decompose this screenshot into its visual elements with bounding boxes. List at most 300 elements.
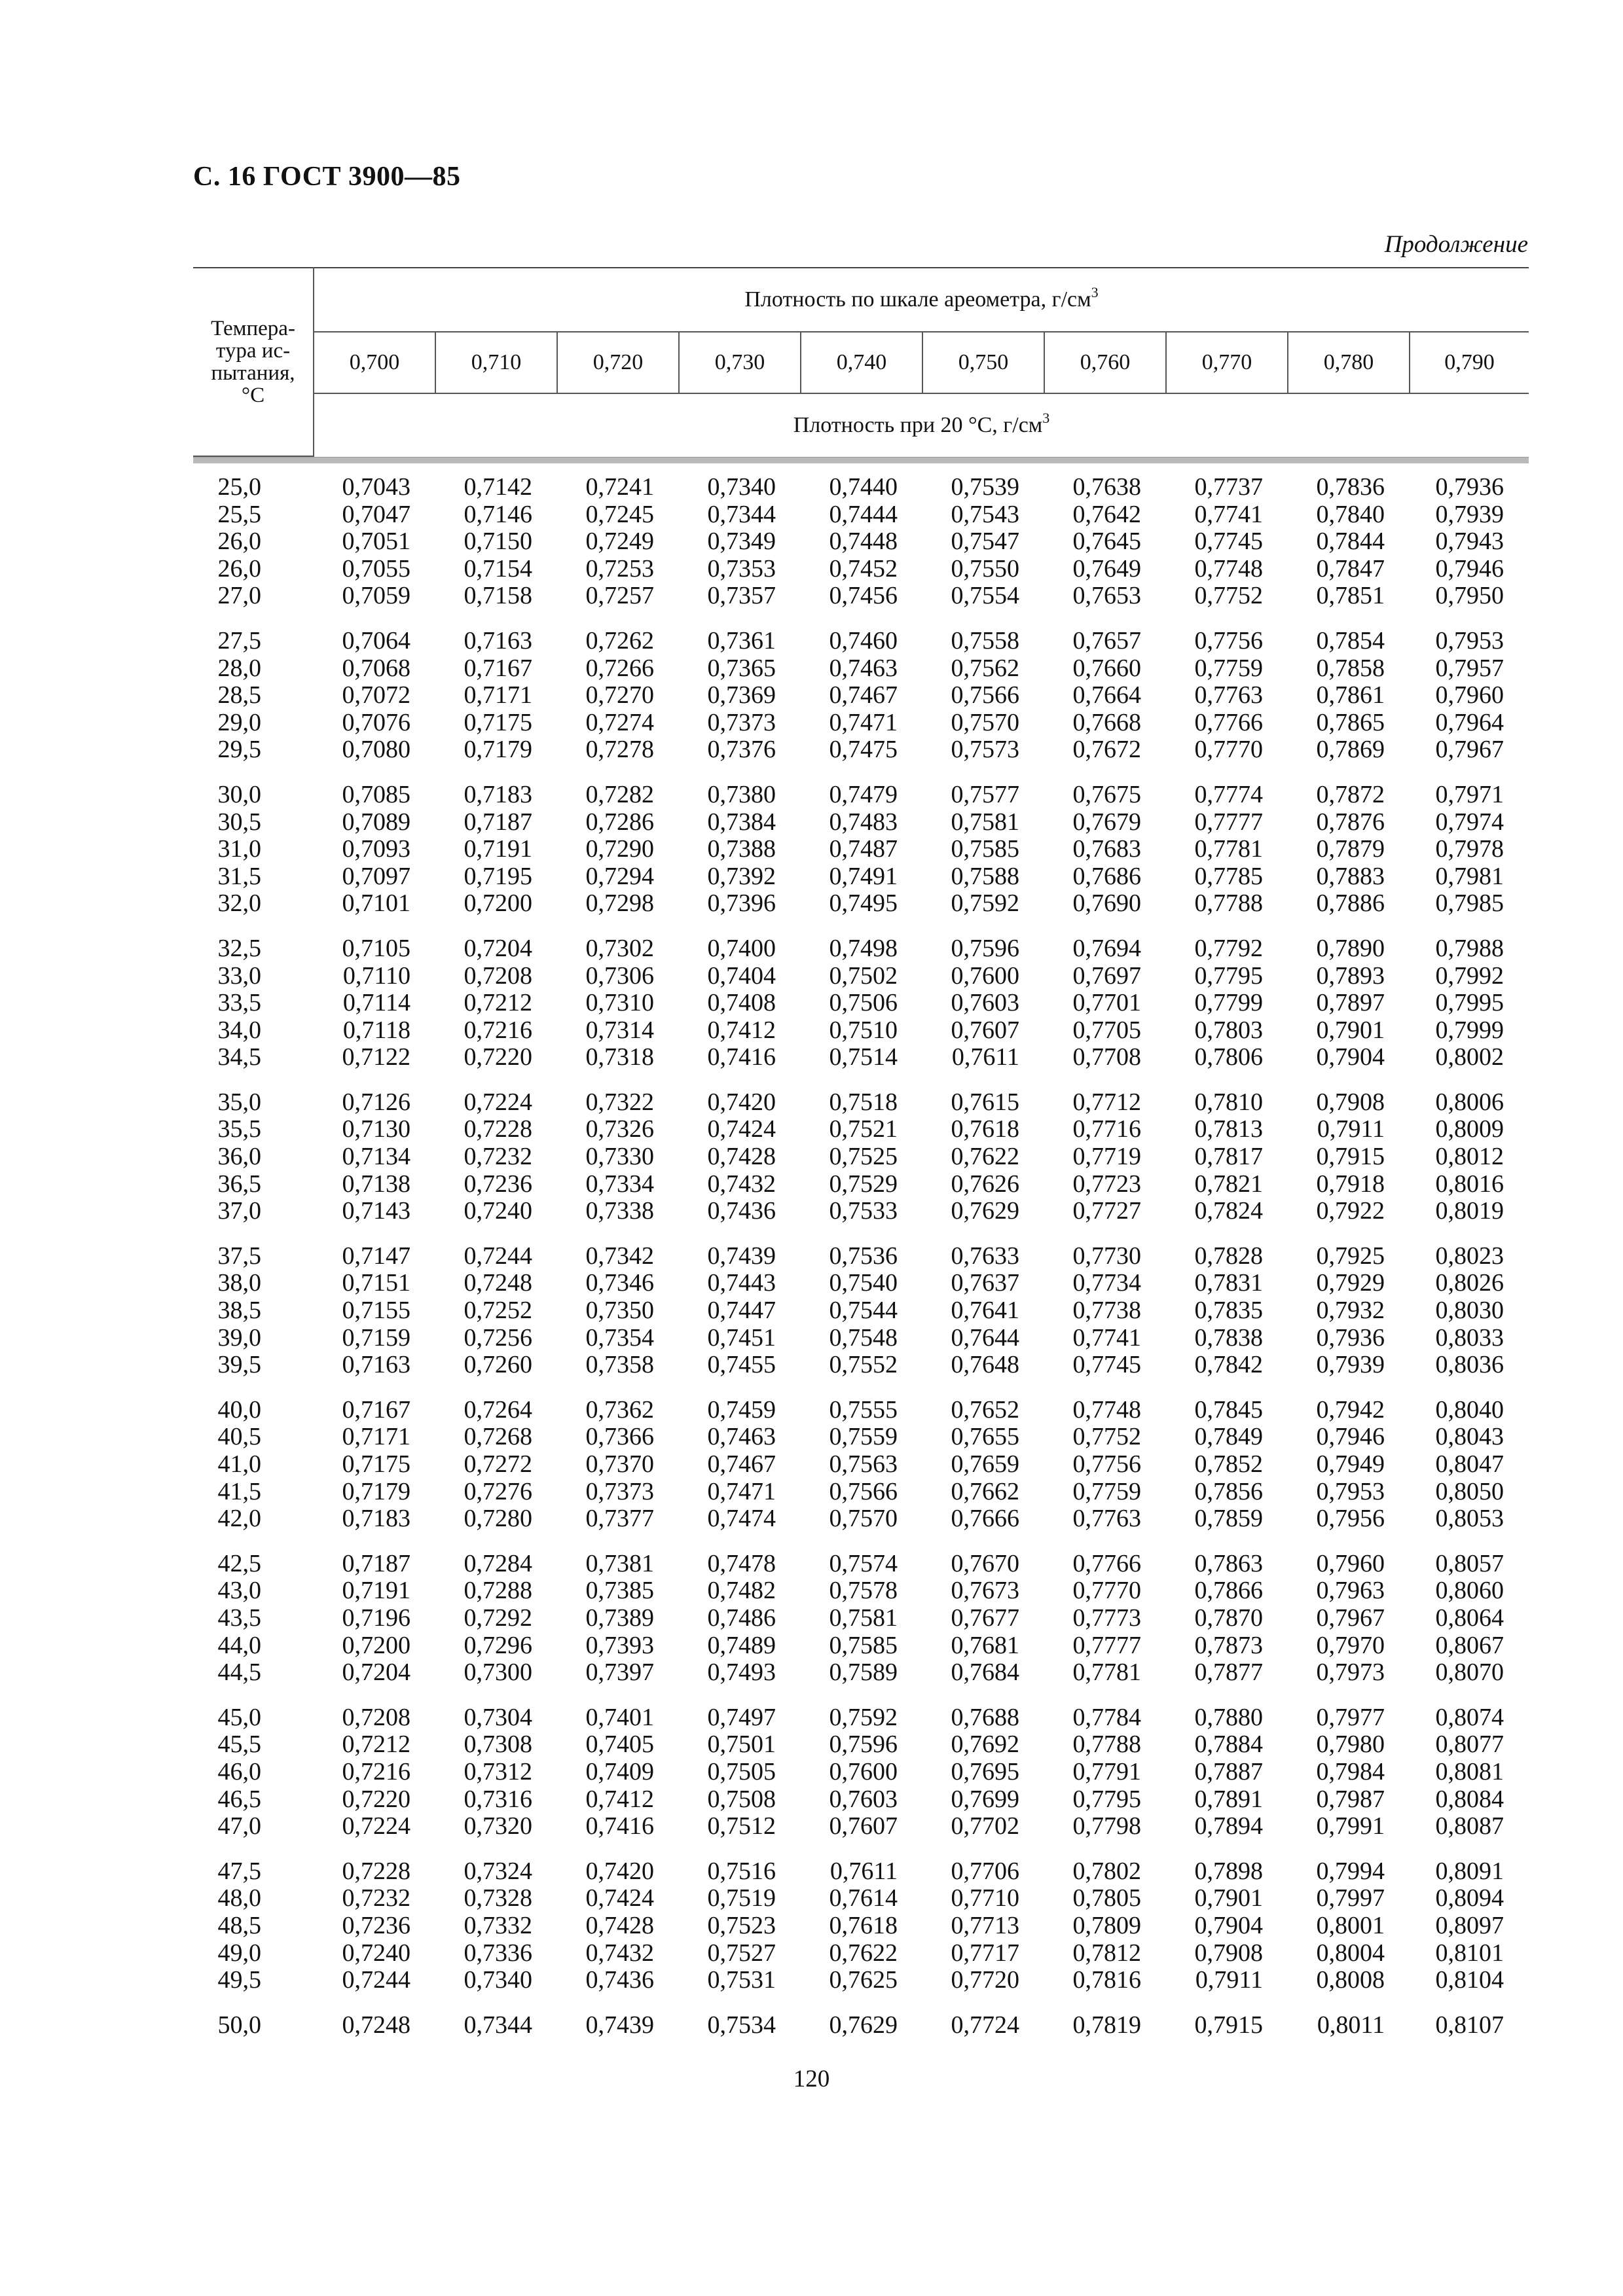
density-cell: 0,7967 [1435, 736, 1504, 764]
density-cell: 0,7544 [829, 1297, 898, 1325]
density-cell: 0,7673 [951, 1577, 1019, 1605]
group-spacer-cell [193, 1533, 1529, 1551]
temperature-cell: 40,0 [217, 1395, 261, 1424]
table-row [193, 1885, 1529, 1912]
density-cell: 0,7866 [1194, 1577, 1263, 1605]
density-cell: 0,7284 [464, 1549, 532, 1577]
density-cell: 0,7655 [951, 1423, 1019, 1451]
density-cell: 0,7376 [707, 736, 776, 764]
temperature-cell: 33,0 [217, 961, 261, 990]
density-cell: 0,7344 [707, 500, 776, 528]
density-cell: 0,7495 [829, 889, 898, 918]
density-cell: 0,7519 [707, 1884, 776, 1912]
density-cell: 0,8077 [1435, 1731, 1504, 1759]
density-cell: 0,7436 [707, 1197, 776, 1225]
density-cell: 0,7146 [464, 500, 532, 528]
density-cell: 0,7257 [585, 582, 654, 610]
density-cell: 0,7603 [829, 1785, 898, 1813]
density-cell: 0,7200 [464, 889, 532, 918]
table-row [193, 1940, 1529, 1967]
density-cell: 0,7644 [951, 1323, 1019, 1352]
temperature-cell: 37,5 [217, 1242, 261, 1270]
density-cell: 0,7963 [1316, 1577, 1385, 1605]
density-cell: 0,7849 [1194, 1423, 1263, 1451]
density-cell: 0,7318 [585, 1043, 654, 1071]
table-row [193, 1116, 1529, 1143]
density-cell: 0,7781 [1194, 835, 1263, 863]
table-row [193, 474, 1529, 501]
temperature-cell: 30,5 [217, 808, 261, 836]
density-cell: 0,7300 [464, 1659, 532, 1687]
density-cell: 0,7554 [951, 582, 1019, 610]
density-cell: 0,8012 [1435, 1143, 1504, 1171]
group-spacer [193, 1840, 1529, 1858]
temperature-cell: 27,0 [217, 582, 261, 610]
density-cell: 0,7901 [1194, 1884, 1263, 1912]
density-cell: 0,7436 [585, 1966, 654, 1994]
table-row [193, 963, 1529, 990]
density-cell: 0,7992 [1435, 961, 1504, 990]
density-cell: 0,7179 [464, 736, 532, 764]
density-cell: 0,7416 [707, 1043, 776, 1071]
density-cell: 0,7629 [829, 2011, 898, 2039]
density-cell: 0,7810 [1194, 1088, 1263, 1116]
density-cell: 0,7615 [951, 1088, 1019, 1116]
density-cell: 0,7717 [951, 1939, 1019, 1967]
temperature-cell: 50,0 [217, 2011, 261, 2039]
density-cell: 0,7708 [1072, 1043, 1141, 1071]
density-cell: 0,7093 [342, 835, 410, 863]
density-cell: 0,7637 [951, 1269, 1019, 1297]
density-cell: 0,7657 [1072, 626, 1141, 655]
density-20-header-text: Плотность при 20 °С, г/см [793, 412, 1043, 437]
density-cell: 0,7844 [1316, 528, 1385, 556]
density-cell: 0,7491 [829, 862, 898, 890]
density-cell: 0,7973 [1316, 1659, 1385, 1687]
density-cell: 0,7734 [1072, 1269, 1141, 1297]
density-cell: 0,8026 [1435, 1269, 1504, 1297]
temperature-cell: 35,5 [217, 1115, 261, 1143]
density-cell: 0,7812 [1072, 1939, 1141, 1967]
density-cell: 0,7611 [951, 1043, 1019, 1071]
density-cell: 0,7730 [1072, 1242, 1141, 1270]
density-cell: 0,7118 [342, 1016, 410, 1044]
density-cell: 0,8104 [1435, 1966, 1504, 1994]
group-spacer [193, 610, 1529, 628]
density-cell: 0,7897 [1316, 989, 1385, 1017]
density-cell: 0,7806 [1194, 1043, 1263, 1071]
density-cell: 0,7884 [1194, 1731, 1263, 1759]
density-cell: 0,7719 [1072, 1143, 1141, 1171]
density-cell: 0,7354 [585, 1323, 654, 1352]
table-row [193, 2012, 1529, 2039]
density-cell: 0,7865 [1316, 708, 1385, 736]
group-spacer-cell [193, 1071, 1529, 1089]
density-cell: 0,7781 [1072, 1659, 1141, 1687]
density-cell: 0,7642 [1072, 500, 1141, 528]
density-cell: 0,7936 [1316, 1323, 1385, 1352]
table-row [193, 1813, 1529, 1840]
density-cell: 0,7262 [585, 626, 654, 655]
table-row [193, 1967, 1529, 1994]
density-cell: 0,7785 [1194, 862, 1263, 890]
density-cell: 0,7752 [1194, 582, 1263, 610]
density-cell: 0,7278 [585, 736, 654, 764]
density-cell: 0,7388 [707, 835, 776, 863]
table-row [193, 1198, 1529, 1225]
density-cell: 0,7175 [342, 1450, 410, 1478]
density-cell: 0,7788 [1072, 1731, 1141, 1759]
density-cell: 0,7675 [1072, 780, 1141, 808]
density-cell: 0,7581 [829, 1604, 898, 1632]
density-cell: 0,7879 [1316, 835, 1385, 863]
density-cell: 0,7369 [707, 681, 776, 709]
density-cell: 0,7175 [464, 708, 532, 736]
density-cell: 0,7622 [829, 1939, 898, 1967]
density-cell: 0,7766 [1072, 1549, 1141, 1577]
density-cell: 0,7625 [829, 1966, 898, 1994]
density-cell: 0,7699 [951, 1785, 1019, 1813]
page-header: С. 16 ГОСТ 3900—85 [193, 162, 461, 192]
density-cell: 0,7893 [1316, 961, 1385, 990]
density-cell: 0,7870 [1194, 1604, 1263, 1632]
temperature-cell: 47,0 [217, 1812, 261, 1840]
density-cell: 0,7342 [585, 1242, 654, 1270]
group-spacer-cell [193, 1994, 1529, 2012]
density-cell: 0,7977 [1316, 1703, 1385, 1731]
table-row [193, 1759, 1529, 1786]
density-cell: 0,7506 [829, 989, 898, 1017]
density-cell: 0,7200 [342, 1631, 410, 1659]
density-cell: 0,7666 [951, 1505, 1019, 1533]
temperature-cell: 46,0 [217, 1757, 261, 1785]
density-cell: 0,7918 [1316, 1170, 1385, 1198]
density-cell: 0,8094 [1435, 1884, 1504, 1912]
table-row [193, 1479, 1529, 1506]
density-cell: 0,7240 [464, 1197, 532, 1225]
density-cell: 0,7266 [585, 654, 654, 682]
density-cell: 0,7216 [464, 1016, 532, 1044]
density-cell: 0,7474 [707, 1505, 776, 1533]
temperature-cell: 45,0 [217, 1703, 261, 1731]
scale-column-header: 0,730 [679, 332, 801, 393]
density-cell: 0,7784 [1072, 1703, 1141, 1731]
density-cell: 0,7439 [585, 2011, 654, 2039]
density-cell: 0,8019 [1435, 1197, 1504, 1225]
density-cell: 0,7713 [951, 1911, 1019, 1939]
density-cell: 0,7110 [342, 961, 410, 990]
density-cell: 0,7314 [585, 1016, 654, 1044]
density-cell: 0,7525 [829, 1143, 898, 1171]
density-cell: 0,7886 [1316, 889, 1385, 918]
density-cell: 0,7939 [1316, 1351, 1385, 1379]
density-cell: 0,7745 [1194, 528, 1263, 556]
density-cell: 0,7208 [464, 961, 532, 990]
density-cell: 0,7607 [829, 1812, 898, 1840]
density-cell: 0,7527 [707, 1939, 776, 1967]
density-cell: 0,7322 [585, 1088, 654, 1116]
density-cell: 0,7883 [1316, 862, 1385, 890]
density-cell: 0,7370 [585, 1450, 654, 1478]
density-cell: 0,7241 [585, 473, 654, 501]
density-cell: 0,7964 [1435, 708, 1504, 736]
density-cell: 0,7338 [585, 1197, 654, 1225]
density-cell: 0,7059 [342, 582, 410, 610]
density-cell: 0,7489 [707, 1631, 776, 1659]
density-cell: 0,7873 [1194, 1631, 1263, 1659]
density-cell: 0,7908 [1316, 1088, 1385, 1116]
density-cell: 0,7994 [1316, 1857, 1385, 1885]
density-cell: 0,7592 [829, 1703, 898, 1731]
table-row [193, 1731, 1529, 1759]
density-cell: 0,7232 [464, 1143, 532, 1171]
density-cell: 0,7684 [951, 1659, 1019, 1687]
temperature-cell: 39,0 [217, 1323, 261, 1352]
density-cell: 0,7677 [951, 1604, 1019, 1632]
density-cell: 0,7479 [829, 780, 898, 808]
table-row [193, 890, 1529, 918]
density-cell: 0,7138 [342, 1170, 410, 1198]
density-cell: 0,7573 [951, 736, 1019, 764]
temperature-cell: 40,5 [217, 1423, 261, 1451]
density-cell: 0,7344 [464, 2011, 532, 2039]
density-cell: 0,7440 [829, 473, 898, 501]
density-cell: 0,7252 [464, 1297, 532, 1325]
density-cell: 0,7097 [342, 862, 410, 890]
table-row [193, 1786, 1529, 1814]
density-cell: 0,7686 [1072, 862, 1141, 890]
density-cell: 0,7159 [342, 1323, 410, 1352]
table-row [193, 528, 1529, 556]
scale-density-header-text: Плотность по шкале ареометра, г/см [744, 287, 1091, 312]
temperature-cell: 43,0 [217, 1577, 261, 1605]
density-cell: 0,7208 [342, 1703, 410, 1731]
density-cell: 0,7171 [342, 1423, 410, 1451]
table-row [193, 1044, 1529, 1071]
density-cell: 0,8008 [1316, 1966, 1385, 1994]
density-cell: 0,7531 [707, 1966, 776, 1994]
density-cell: 0,7695 [951, 1757, 1019, 1785]
density-cell: 0,8084 [1435, 1785, 1504, 1813]
temperature-cell: 26,0 [217, 554, 261, 583]
density-cell: 0,7424 [707, 1115, 776, 1143]
density-cell: 0,7705 [1072, 1016, 1141, 1044]
header-rule [193, 457, 1529, 463]
density-cell: 0,7373 [707, 708, 776, 736]
density-cell: 0,8001 [1316, 1911, 1385, 1939]
density-cell: 0,7847 [1316, 554, 1385, 583]
density-cell: 0,7306 [585, 961, 654, 990]
density-cell: 0,7272 [464, 1450, 532, 1478]
density-cell: 0,7143 [342, 1197, 410, 1225]
density-cell: 0,7358 [585, 1351, 654, 1379]
density-cell: 0,7187 [342, 1549, 410, 1577]
density-cell: 0,7256 [464, 1323, 532, 1352]
density-cell: 0,7607 [951, 1016, 1019, 1044]
density-cell: 0,7805 [1072, 1884, 1141, 1912]
density-cell: 0,7690 [1072, 889, 1141, 918]
density-cell: 0,7187 [464, 808, 532, 836]
density-cell: 0,7302 [585, 934, 654, 962]
group-spacer [193, 1379, 1529, 1397]
density-cell: 0,7981 [1435, 862, 1504, 890]
density-20-header-sup: 3 [1042, 409, 1050, 426]
table-row [193, 1912, 1529, 1940]
density-cell: 0,7957 [1435, 654, 1504, 682]
density-cell: 0,7122 [342, 1043, 410, 1071]
density-cell: 0,7282 [585, 780, 654, 808]
temperature-cell: 45,5 [217, 1731, 261, 1759]
density-cell: 0,7264 [464, 1395, 532, 1424]
density-cell: 0,7204 [464, 934, 532, 962]
density-cell: 0,7236 [342, 1911, 410, 1939]
density-cell: 0,7328 [464, 1884, 532, 1912]
density-cell: 0,7939 [1435, 500, 1504, 528]
density-cell: 0,7432 [585, 1939, 654, 1967]
density-cell: 0,7988 [1435, 934, 1504, 962]
density-cell: 0,8067 [1435, 1631, 1504, 1659]
density-cell: 0,7679 [1072, 808, 1141, 836]
density-cell: 0,7249 [585, 528, 654, 556]
density-cell: 0,7559 [829, 1423, 898, 1451]
temperature-cell: 27,5 [217, 626, 261, 655]
density-cell: 0,7904 [1194, 1911, 1263, 1939]
density-cell: 0,8081 [1435, 1757, 1504, 1785]
density-cell: 0,7191 [464, 835, 532, 863]
density-cell: 0,7514 [829, 1043, 898, 1071]
density-cell: 0,7880 [1194, 1703, 1263, 1731]
temperature-header [193, 268, 314, 456]
density-cell: 0,8101 [1435, 1939, 1504, 1967]
density-cell: 0,8057 [1435, 1549, 1504, 1577]
table-row [193, 1297, 1529, 1325]
density-cell: 0,7908 [1194, 1939, 1263, 1967]
density-cell: 0,7412 [707, 1016, 776, 1044]
density-cell: 0,7821 [1194, 1170, 1263, 1198]
density-cell: 0,7858 [1316, 654, 1385, 682]
table-row [193, 809, 1529, 836]
density-cell: 0,7055 [342, 554, 410, 583]
density-cell: 0,7552 [829, 1351, 898, 1379]
group-spacer-cell [193, 610, 1529, 628]
density-cell: 0,7529 [829, 1170, 898, 1198]
temperature-cell: 48,0 [217, 1884, 261, 1912]
temperature-cell: 36,5 [217, 1170, 261, 1198]
density-cell: 0,7622 [951, 1143, 1019, 1171]
density-cell: 0,7835 [1194, 1297, 1263, 1325]
density-cell: 0,7856 [1194, 1477, 1263, 1505]
scale-column-header: 0,710 [435, 332, 557, 393]
temperature-cell: 43,5 [217, 1604, 261, 1632]
density-cell: 0,7791 [1072, 1757, 1141, 1785]
group-spacer [193, 1994, 1529, 2012]
density-cell: 0,7596 [829, 1731, 898, 1759]
density-cell: 0,7420 [707, 1088, 776, 1116]
density-cell: 0,7817 [1194, 1143, 1263, 1171]
temperature-cell: 38,0 [217, 1269, 261, 1297]
density-cell: 0,7147 [342, 1242, 410, 1270]
table-row [193, 1577, 1529, 1605]
group-spacer-cell [193, 1687, 1529, 1704]
density-cell: 0,7134 [342, 1143, 410, 1171]
density-cell: 0,7845 [1194, 1395, 1263, 1424]
density-cell: 0,7653 [1072, 582, 1141, 610]
scale-values-row [193, 332, 1529, 393]
density-cell: 0,7183 [464, 780, 532, 808]
density-cell: 0,7171 [464, 681, 532, 709]
density-cell: 0,7340 [707, 473, 776, 501]
density-cell: 0,7346 [585, 1269, 654, 1297]
table-row [193, 1171, 1529, 1198]
density-cell: 0,7911 [1317, 1115, 1385, 1143]
density-cell: 0,7401 [585, 1703, 654, 1731]
density-cell: 0,7043 [342, 473, 410, 501]
density-cell: 0,7380 [707, 780, 776, 808]
density-cell: 0,8070 [1435, 1659, 1504, 1687]
table-body [193, 474, 1529, 2039]
density-cell: 0,7428 [585, 1911, 654, 1939]
group-spacer [193, 1071, 1529, 1089]
density-cell: 0,7652 [951, 1395, 1019, 1424]
density-cell: 0,7244 [342, 1966, 410, 1994]
density-cell: 0,7260 [464, 1351, 532, 1379]
density-cell: 0,7854 [1316, 626, 1385, 655]
table-row [193, 836, 1529, 863]
density-cell: 0,7859 [1194, 1505, 1263, 1533]
density-cell: 0,7596 [951, 934, 1019, 962]
density-cell: 0,7614 [829, 1884, 898, 1912]
density-cell: 0,7863 [1194, 1549, 1263, 1577]
density-cell: 0,7316 [464, 1785, 532, 1813]
density-cell: 0,7987 [1316, 1785, 1385, 1813]
table-row [193, 1858, 1529, 1886]
density-cell: 0,7629 [951, 1197, 1019, 1225]
temperature-cell: 48,5 [217, 1911, 261, 1939]
density-cell: 0,7204 [342, 1659, 410, 1687]
density-cell: 0,7915 [1194, 2011, 1263, 2039]
density-cell: 0,7393 [585, 1631, 654, 1659]
density-cell: 0,7212 [464, 989, 532, 1017]
density-cell: 0,7633 [951, 1242, 1019, 1270]
table-row [193, 1270, 1529, 1297]
density-cell: 0,8033 [1435, 1323, 1504, 1352]
density-cell: 0,7819 [1072, 2011, 1141, 2039]
group-spacer-cell [193, 1225, 1529, 1243]
density-cell: 0,7712 [1072, 1088, 1141, 1116]
density-cell: 0,7603 [951, 989, 1019, 1017]
density-cell: 0,7336 [464, 1939, 532, 1967]
density-cell: 0,7929 [1316, 1269, 1385, 1297]
density-cell: 0,7763 [1194, 681, 1263, 709]
density-cell: 0,7460 [829, 626, 898, 655]
density-cell: 0,7365 [707, 654, 776, 682]
density-cell: 0,8036 [1435, 1351, 1504, 1379]
density-cell: 0,7869 [1316, 736, 1385, 764]
temp-header-line: Темпера- [211, 317, 295, 340]
temperature-cell: 36,0 [217, 1143, 261, 1171]
density-cell: 0,7770 [1072, 1577, 1141, 1605]
density-cell: 0,7563 [829, 1450, 898, 1478]
density-cell: 0,7942 [1316, 1395, 1385, 1424]
density-cell: 0,7795 [1194, 961, 1263, 990]
temperature-cell: 44,0 [217, 1631, 261, 1659]
density-cell: 0,7566 [829, 1477, 898, 1505]
density-cell: 0,7456 [829, 582, 898, 610]
density-cell: 0,7089 [342, 808, 410, 836]
density-cell: 0,7887 [1194, 1757, 1263, 1785]
density-cell: 0,7798 [1072, 1812, 1141, 1840]
density-cell: 0,7838 [1194, 1323, 1263, 1352]
